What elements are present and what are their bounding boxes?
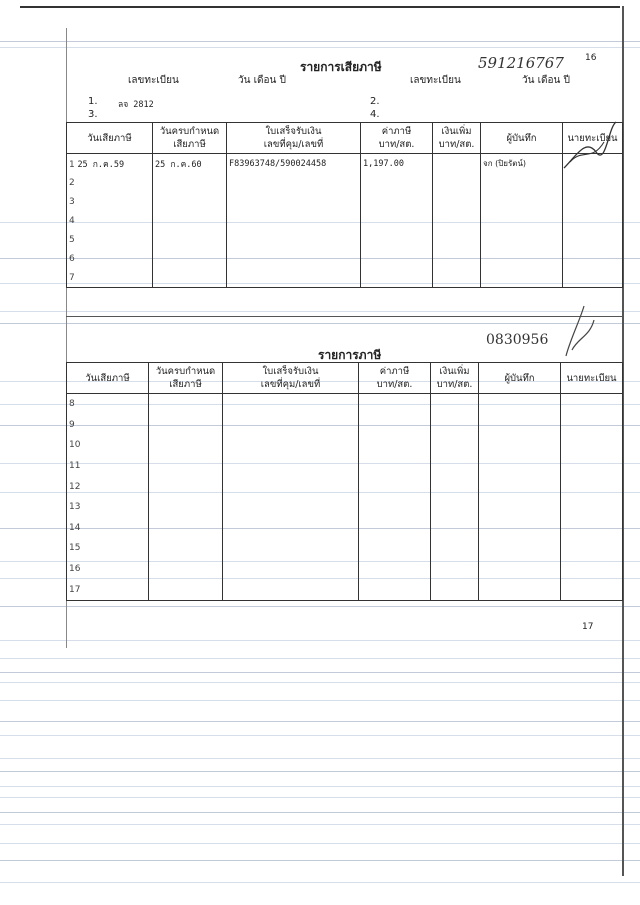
empty-cell	[431, 559, 479, 580]
empty-cell	[359, 415, 431, 436]
reg-no-4: 4.	[370, 109, 380, 120]
table2-header-4: เงินเพิ่ม บาท/สต.	[431, 363, 479, 394]
empty-cell	[359, 518, 431, 539]
registrar-cell	[563, 192, 623, 211]
tax-amount-cell	[361, 154, 433, 174]
surcharge-cell	[433, 268, 481, 288]
table2-header-6: นายทะเบียน	[561, 363, 623, 394]
scan-line	[0, 47, 640, 48]
empty-cell	[561, 476, 623, 497]
scan-line	[0, 41, 640, 42]
tax-amount-cell	[361, 268, 433, 288]
row-number: 13	[69, 502, 81, 513]
scan-line	[0, 721, 640, 722]
paid-date-cell	[67, 230, 153, 249]
table-row	[67, 154, 623, 174]
table1-header-0: วันเสียภาษี	[67, 123, 153, 154]
registrar-signature-mark	[556, 118, 622, 178]
empty-cell	[561, 518, 623, 539]
receipt-number-cell	[227, 192, 361, 211]
scan-line	[0, 311, 640, 312]
empty-cell	[479, 518, 561, 539]
empty-cell	[149, 518, 223, 539]
registrar-cell	[563, 249, 623, 268]
tax-amount-cell	[361, 173, 433, 192]
empty-cell	[431, 394, 479, 415]
empty-cell	[479, 394, 561, 415]
tax-amount-cell	[361, 249, 433, 268]
scan-line	[0, 758, 640, 759]
recorder-cell	[481, 192, 563, 211]
empty-cell	[149, 476, 223, 497]
paid-date-cell	[67, 268, 153, 288]
empty-cell	[479, 497, 561, 518]
empty-cell	[149, 456, 223, 477]
receipt-number-cell	[227, 268, 361, 288]
table-row	[67, 415, 623, 436]
scan-line	[0, 860, 640, 861]
divider	[66, 316, 622, 317]
due-date-cell	[153, 249, 227, 268]
scan-line	[0, 735, 640, 736]
paid-date-cell	[67, 518, 149, 539]
recorder-cell	[481, 268, 563, 288]
table-row	[67, 249, 623, 268]
scan-line	[0, 771, 640, 772]
tax-paid-table	[66, 122, 623, 288]
scan-line	[0, 323, 640, 324]
empty-cell	[223, 476, 359, 497]
empty-cell	[359, 394, 431, 415]
empty-cell	[149, 394, 223, 415]
empty-cell	[479, 415, 561, 436]
table-row	[67, 230, 623, 249]
empty-cell	[479, 456, 561, 477]
empty-cell	[223, 435, 359, 456]
empty-cell	[359, 497, 431, 518]
empty-cell	[431, 456, 479, 477]
receipt-number: F83963748/590024458	[229, 158, 327, 169]
table2-header-3: ค่าภาษี บาท/สต.	[359, 363, 431, 394]
paid-date-cell	[67, 249, 153, 268]
row-number: 9	[69, 419, 75, 430]
receipt-number-cell	[227, 211, 361, 230]
recorder-cell	[481, 173, 563, 192]
row-number: 14	[69, 522, 81, 533]
surcharge-cell	[433, 249, 481, 268]
table1-header-6: นายทะเบียน	[563, 123, 623, 154]
recorder-cell	[481, 249, 563, 268]
paid-date-cell	[67, 154, 153, 174]
due-date-cell	[153, 192, 227, 211]
empty-cell	[561, 394, 623, 415]
section1-title: รายการเสียภาษี	[300, 60, 382, 74]
paid-date-cell	[67, 497, 149, 518]
surcharge-cell	[433, 230, 481, 249]
empty-cell	[431, 538, 479, 559]
tax-amount-cell	[361, 230, 433, 249]
date-label-right: วัน เดือน ปี	[522, 75, 570, 86]
scan-line	[0, 658, 640, 659]
empty-cell	[431, 415, 479, 436]
paid-date-cell	[67, 211, 153, 230]
row-number: 10	[69, 440, 81, 451]
scan-line	[0, 812, 640, 813]
empty-cell	[149, 497, 223, 518]
empty-cell	[359, 476, 431, 497]
receipt-number-cell	[227, 230, 361, 249]
registrar-cell	[563, 230, 623, 249]
empty-cell	[561, 497, 623, 518]
table-row	[67, 435, 623, 456]
receipt-number-cell	[227, 154, 361, 174]
receipt-number-cell	[227, 173, 361, 192]
row-number: 7	[69, 272, 75, 283]
scan-line	[0, 672, 640, 673]
page-number-top: 16	[585, 53, 597, 63]
empty-cell	[223, 538, 359, 559]
empty-cell	[561, 456, 623, 477]
table-row	[67, 192, 623, 211]
empty-cell	[223, 518, 359, 539]
table2-header-1: วันครบกำหนด เสียภาษี	[149, 363, 223, 394]
scan-line	[0, 640, 640, 641]
empty-cell	[431, 518, 479, 539]
table-row	[67, 268, 623, 288]
paid-date-cell	[67, 192, 153, 211]
scan-line	[0, 786, 640, 787]
empty-cell	[479, 538, 561, 559]
empty-cell	[149, 435, 223, 456]
row-number: 1	[69, 159, 75, 170]
empty-cell	[223, 497, 359, 518]
paid-date: 25 ก.ค.59	[77, 159, 125, 170]
scan-line	[0, 682, 640, 683]
empty-cell	[359, 538, 431, 559]
due-date-cell	[153, 268, 227, 288]
scan-line	[0, 882, 640, 883]
registrar-cell	[563, 268, 623, 288]
row-number: 12	[69, 481, 81, 492]
reg-no-1: 1.	[88, 96, 98, 107]
reg-no-3: 3.	[88, 109, 98, 120]
empty-cell	[359, 559, 431, 580]
empty-cell	[149, 538, 223, 559]
empty-cell	[479, 476, 561, 497]
tax-amount-cell	[361, 192, 433, 211]
row-number: 3	[69, 196, 75, 207]
table1-header-4: เงินเพิ่ม บาท/สต.	[433, 123, 481, 154]
table1-header-3: ค่าภาษี บาท/สต.	[361, 123, 433, 154]
empty-cell	[359, 435, 431, 456]
handwritten-number-mid: 0830956	[486, 332, 549, 348]
row-number: 16	[69, 564, 81, 575]
scan-line	[0, 606, 640, 607]
empty-cell	[223, 579, 359, 600]
empty-cell	[561, 415, 623, 436]
table1-header-5: ผู้บันทึก	[481, 123, 563, 154]
table-row	[67, 456, 623, 477]
scan-border-top	[20, 6, 620, 8]
tax-items-table	[66, 362, 623, 601]
tax-amount-cell	[361, 211, 433, 230]
due-date: 25 ก.ค.60	[155, 159, 202, 170]
section2-title: รายการภาษี	[318, 348, 382, 362]
signature-mark-2	[560, 300, 600, 360]
table-row	[67, 518, 623, 539]
reg-label-left: เลขทะเบียน	[128, 75, 179, 86]
due-date-cell	[153, 173, 227, 192]
table-row	[67, 559, 623, 580]
paid-date-cell	[67, 559, 149, 580]
scan-line	[0, 824, 640, 825]
empty-cell	[561, 579, 623, 600]
empty-cell	[561, 538, 623, 559]
row-number: 8	[69, 399, 75, 410]
paid-date-cell	[67, 456, 149, 477]
due-date-cell	[153, 211, 227, 230]
empty-cell	[479, 559, 561, 580]
receipt-number-cell	[227, 249, 361, 268]
page-number-bottom: 17	[582, 622, 594, 632]
table-row	[67, 394, 623, 415]
recorder-cell	[481, 230, 563, 249]
paid-date-cell	[67, 415, 149, 436]
empty-cell	[479, 579, 561, 600]
empty-cell	[479, 435, 561, 456]
surcharge-cell	[433, 173, 481, 192]
empty-cell	[223, 415, 359, 436]
paid-date-cell	[67, 173, 153, 192]
paid-date-cell	[67, 476, 149, 497]
row-number: 17	[69, 584, 81, 595]
row-number: 15	[69, 543, 81, 554]
scan-line	[0, 797, 640, 798]
row-number: 11	[69, 461, 81, 472]
empty-cell	[431, 497, 479, 518]
paid-date-cell	[67, 435, 149, 456]
table2-header-0: วันเสียภาษี	[67, 363, 149, 394]
scan-line	[0, 700, 640, 701]
empty-cell	[561, 435, 623, 456]
row-number: 6	[69, 253, 75, 264]
handwritten-number-top: 591216767	[478, 54, 564, 72]
due-date-cell	[153, 154, 227, 174]
table-row	[67, 211, 623, 230]
table-row	[67, 173, 623, 192]
table-row	[67, 538, 623, 559]
reg-value-1: ลจ 2812	[118, 100, 154, 110]
empty-cell	[431, 435, 479, 456]
paid-date-cell	[67, 538, 149, 559]
empty-cell	[223, 456, 359, 477]
surcharge-cell	[433, 211, 481, 230]
registrar-cell	[563, 211, 623, 230]
surcharge-cell	[433, 192, 481, 211]
row-number: 2	[69, 177, 75, 188]
recorder-cell	[481, 211, 563, 230]
reg-no-2: 2.	[370, 96, 380, 107]
paid-date-cell	[67, 394, 149, 415]
empty-cell	[223, 559, 359, 580]
surcharge-cell	[433, 154, 481, 174]
table2-header-5: ผู้บันทึก	[479, 363, 561, 394]
empty-cell	[149, 559, 223, 580]
scan-line	[0, 843, 640, 844]
recorder-cell	[481, 154, 563, 174]
empty-cell	[223, 394, 359, 415]
empty-cell	[149, 415, 223, 436]
table-row	[67, 497, 623, 518]
table1-header-1: วันครบกำหนด เสียภาษี	[153, 123, 227, 154]
row-number: 4	[69, 215, 75, 226]
empty-cell	[561, 559, 623, 580]
empty-cell	[359, 456, 431, 477]
recorder: จก (ปิยรัตน์)	[483, 159, 527, 168]
date-label-left: วัน เดือน ปี	[238, 75, 286, 86]
table-row	[67, 579, 623, 600]
tax-amount: 1,197.00	[363, 158, 404, 169]
empty-cell	[359, 579, 431, 600]
table-row	[67, 476, 623, 497]
table1-header-2: ใบเสร็จรับเงิน เลขที่คุม/เลขที่	[227, 123, 361, 154]
table2-header-2: ใบเสร็จรับเงิน เลขที่คุม/เลขที่	[223, 363, 359, 394]
empty-cell	[149, 579, 223, 600]
empty-cell	[431, 579, 479, 600]
row-number: 5	[69, 234, 75, 245]
empty-cell	[431, 476, 479, 497]
paid-date-cell	[67, 579, 149, 600]
due-date-cell	[153, 230, 227, 249]
reg-label-right: เลขทะเบียน	[410, 75, 461, 86]
